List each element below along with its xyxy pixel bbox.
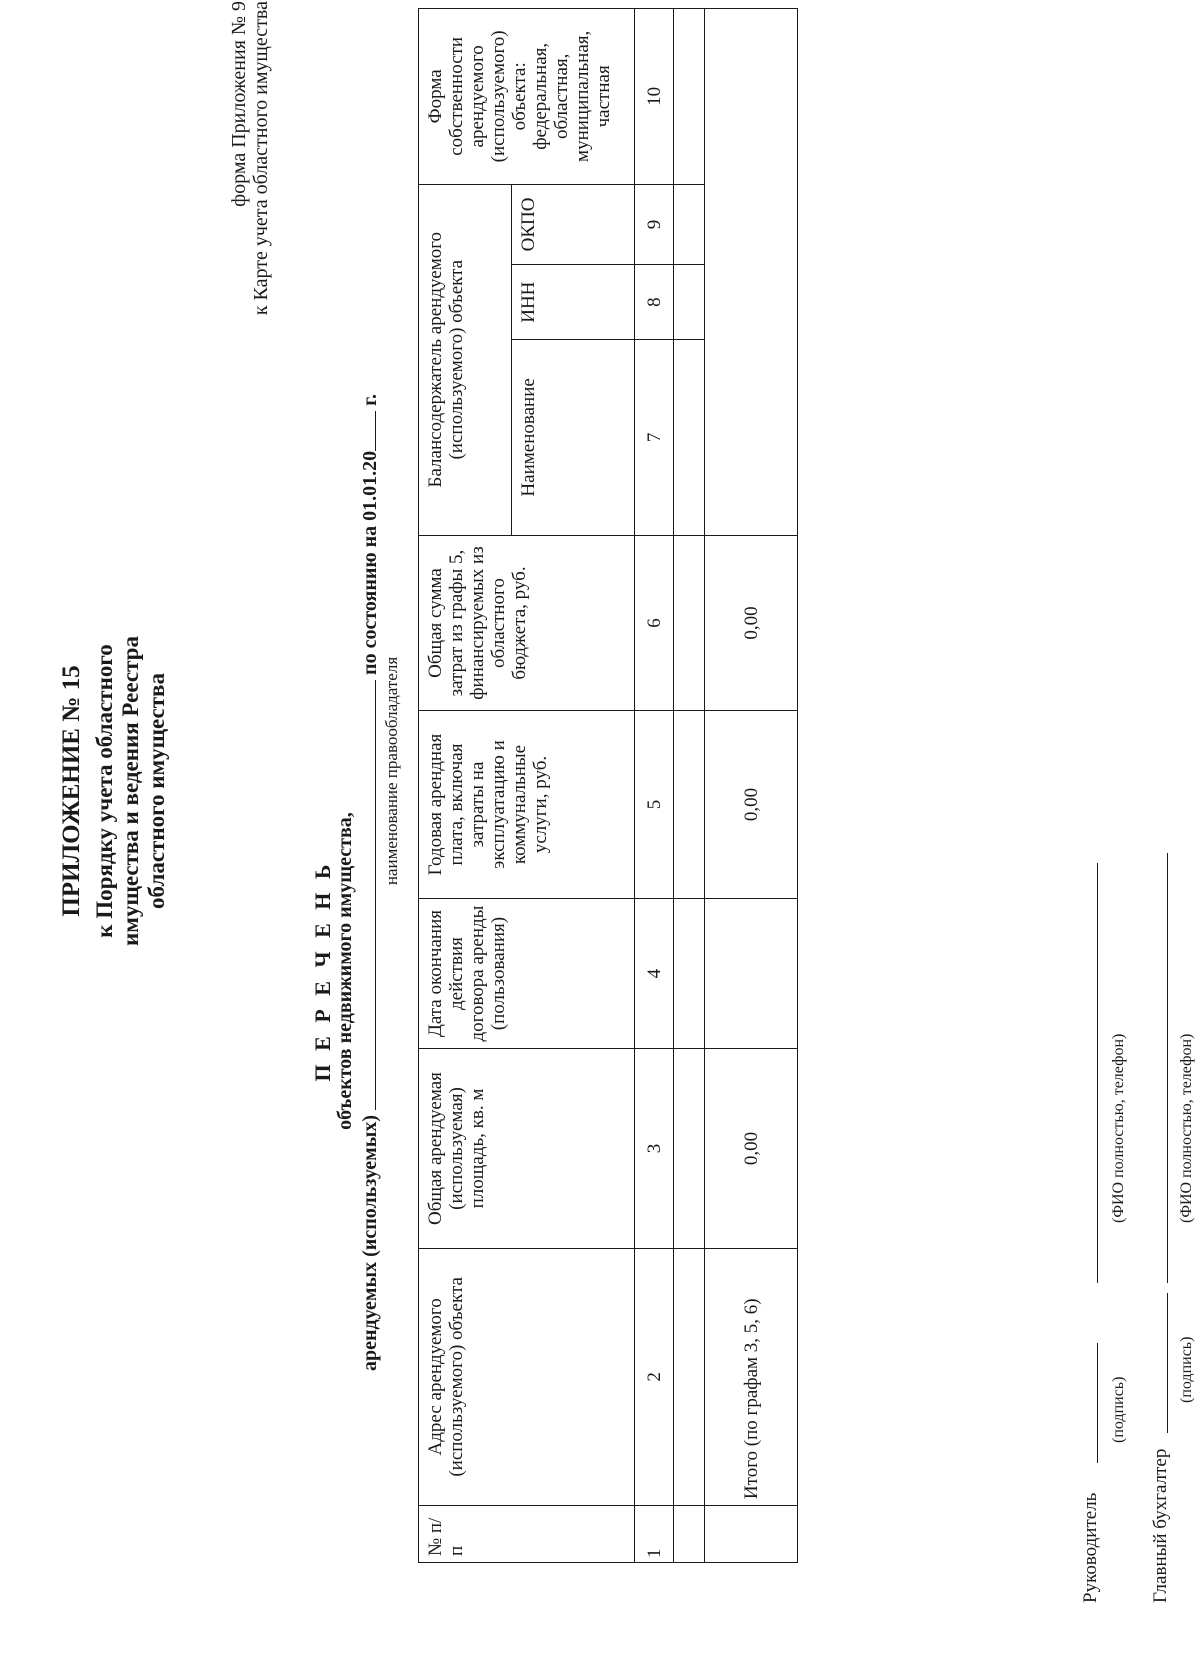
empty-cell xyxy=(674,265,705,340)
registry-table xyxy=(418,8,798,1563)
header-address: Адрес арендуемого (используемого) объекта xyxy=(419,1248,635,1505)
empty-cell xyxy=(674,535,705,711)
column-number: 5 xyxy=(635,711,674,898)
total-budget-sum: 0,00 xyxy=(705,535,798,711)
header-end-date: Дата окончания действия договора аренды (пользования) xyxy=(419,898,635,1049)
form-reference xyxy=(228,1,272,421)
head-signature-line xyxy=(1096,1343,1098,1463)
list-line-prefix: арендуемых (используемых) xyxy=(359,1114,381,1371)
header-ownership: Форма собственности арендуемого (используемого) объекта: федеральная, областная, муниципальная, частная xyxy=(419,9,635,185)
header-holder-name: Наименование xyxy=(512,340,635,536)
list-line-holder xyxy=(357,271,382,1371)
appendix-subtitle xyxy=(92,481,170,1101)
column-number: 1 xyxy=(635,1506,674,1563)
appendix-subtitle-line-1: к Порядку учета областного xyxy=(92,644,117,938)
column-number: 6 xyxy=(635,535,674,711)
empty-cell xyxy=(674,1506,705,1563)
form-reference-line-1: форма Приложения № 9 xyxy=(228,1,250,207)
total-area: 0,00 xyxy=(705,1049,798,1248)
column-number: 8 xyxy=(635,265,674,340)
empty-cell xyxy=(674,1248,705,1505)
appendix-title: ПРИЛОЖЕНИЕ № 15 xyxy=(58,665,85,917)
header-holder: Балансодержатель арендуемого (используемого) объекта xyxy=(419,184,512,535)
total-annual-rent: 0,00 xyxy=(705,711,798,898)
chief-accountant-signature-caption: (подпись) xyxy=(1178,1336,1195,1403)
chief-accountant-label: Главный бухгалтер xyxy=(1150,1448,1171,1603)
header-budget-sum: Общая сумма затрат из графы 5, финансируемых из областного бюджета, руб. xyxy=(419,535,635,711)
head-fio-line xyxy=(1096,863,1098,1283)
total-num-cell xyxy=(705,1506,798,1563)
holder-name-caption: наименование правообладателя xyxy=(382,656,401,886)
empty-data-row xyxy=(674,9,705,1563)
header-area: Общая арендуемая (используемая) площадь, кв. м xyxy=(419,1049,635,1248)
head-signature-caption: (подпись) xyxy=(1110,1376,1127,1443)
empty-cell xyxy=(674,340,705,536)
year-blank xyxy=(357,411,376,451)
chief-accountant-signature-line xyxy=(1166,1293,1168,1433)
total-row xyxy=(705,9,798,1563)
list-title: П Е Р Е Ч Е Н Ь xyxy=(310,860,335,1082)
total-empty-cell xyxy=(705,898,798,1049)
column-number: 9 xyxy=(635,184,674,265)
header-num: № п/п xyxy=(419,1506,635,1563)
column-number: 4 xyxy=(635,898,674,1049)
list-subtitle: объектов недвижимого имущества, xyxy=(334,812,356,1130)
list-line-suffix: г. xyxy=(359,393,381,406)
appendix-subtitle-line-2: имущества и ведения Реестра xyxy=(118,636,143,946)
empty-cell xyxy=(674,898,705,1049)
column-number: 7 xyxy=(635,340,674,536)
total-label: Итого (по графам 3, 5, 6) xyxy=(705,1248,798,1505)
empty-cell xyxy=(674,184,705,265)
header-holder-inn: ИНН xyxy=(512,265,635,340)
header-holder-okpo: ОКПО xyxy=(512,184,635,265)
head-label: Руководитель xyxy=(1080,1492,1101,1603)
column-number-row xyxy=(635,9,674,1563)
list-line-date: по состоянию на 01.01.20 xyxy=(359,450,381,675)
column-number: 2 xyxy=(635,1248,674,1505)
head-fio-caption: (ФИО полностью, телефон) xyxy=(1110,1033,1127,1223)
header-row-1 xyxy=(419,9,512,1563)
chief-accountant-fio-line xyxy=(1166,853,1168,1283)
empty-cell xyxy=(674,711,705,898)
header-annual-rent: Годовая арендная плата, включая затраты на эксплуатацию и коммунальные услуги, руб. xyxy=(419,711,635,898)
chief-accountant-fio-caption: (ФИО полностью, телефон) xyxy=(1178,1033,1195,1223)
column-number: 10 xyxy=(635,9,674,185)
holder-name-blank xyxy=(357,680,376,1110)
empty-cell xyxy=(674,1049,705,1248)
appendix-subtitle-line-3: областного имущества xyxy=(144,673,169,909)
empty-cell xyxy=(674,9,705,185)
total-empty-cell xyxy=(705,9,798,536)
form-reference-line-2: к Карте учета областного имущества xyxy=(250,1,272,316)
column-number: 3 xyxy=(635,1049,674,1248)
